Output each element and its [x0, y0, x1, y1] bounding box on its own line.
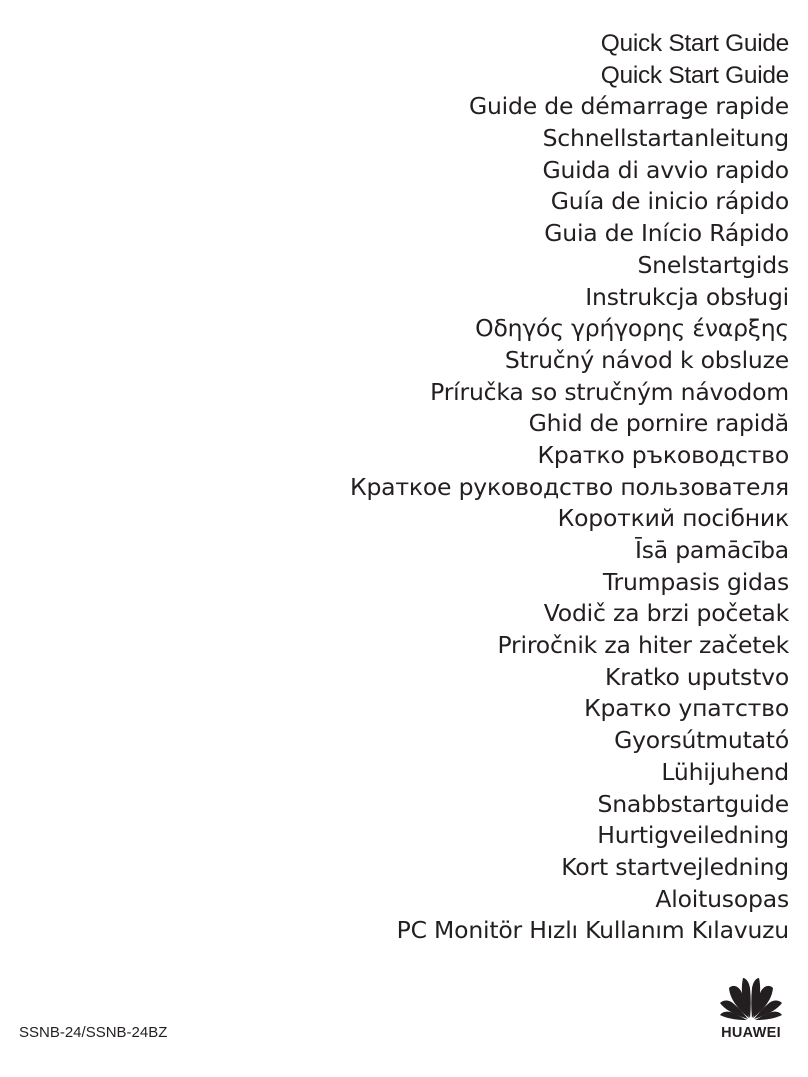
- guide-title: Guida di avvio rapido: [542, 155, 789, 184]
- guide-title: Guide de démarrage rapide: [468, 92, 789, 121]
- guide-title: Lühijuhend: [661, 757, 789, 786]
- guide-title: Οδηγός γρήγορης έναρξης: [475, 314, 789, 343]
- guide-title: Aloitusopas: [655, 884, 789, 913]
- guide-title: Gyorsútmutató: [614, 726, 789, 755]
- guide-title: Snelstartgids: [637, 250, 789, 279]
- guide-title: Stručný návod k obsluze: [504, 345, 789, 374]
- guide-title: Schnellstartanleitung: [542, 124, 789, 153]
- guide-title: Quick Start Guide: [600, 30, 789, 57]
- model-number: SSNB-24/SSNB-24BZ: [19, 1024, 168, 1041]
- guide-title: Краткое руководство пользователя: [349, 472, 789, 501]
- guide-title: Priročnik za hiter začetek: [497, 631, 789, 660]
- guide-title: Короткий посібник: [557, 504, 789, 533]
- guide-title: Instrukcja obsługi: [585, 282, 789, 311]
- guide-title: Príručka so stručným návodom: [430, 377, 789, 406]
- huawei-flower-logo-icon: [716, 962, 786, 1020]
- guide-title: Īsā pamācība: [634, 536, 789, 564]
- guide-title: Snabbstartguide: [597, 789, 789, 818]
- guide-title: Vodič za brzi početak: [543, 599, 789, 628]
- brand-name: HUAWEI: [721, 1025, 781, 1041]
- guide-title: Quick Start Guide: [600, 61, 789, 89]
- guide-title: Hurtigveiledning: [597, 821, 789, 850]
- guide-title: Guia de Início Rápido: [544, 219, 789, 248]
- guide-title-list: [19, 28, 789, 947]
- guide-title: Trumpasis gidas: [602, 567, 789, 596]
- guide-title: PC Monitör Hızlı Kullanım Kılavuzu: [396, 916, 789, 945]
- guide-title: Ghid de pornire rapidă: [528, 409, 789, 438]
- guide-title: Кратко упатство: [584, 694, 789, 723]
- guide-title: Kratko uputstvo: [605, 662, 789, 691]
- guide-title: Kort startvejledning: [561, 852, 789, 881]
- guide-title: Guía de inicio rápido: [550, 187, 789, 216]
- brand-logo: [713, 962, 789, 1044]
- guide-title: Кратко ръководство: [537, 440, 789, 469]
